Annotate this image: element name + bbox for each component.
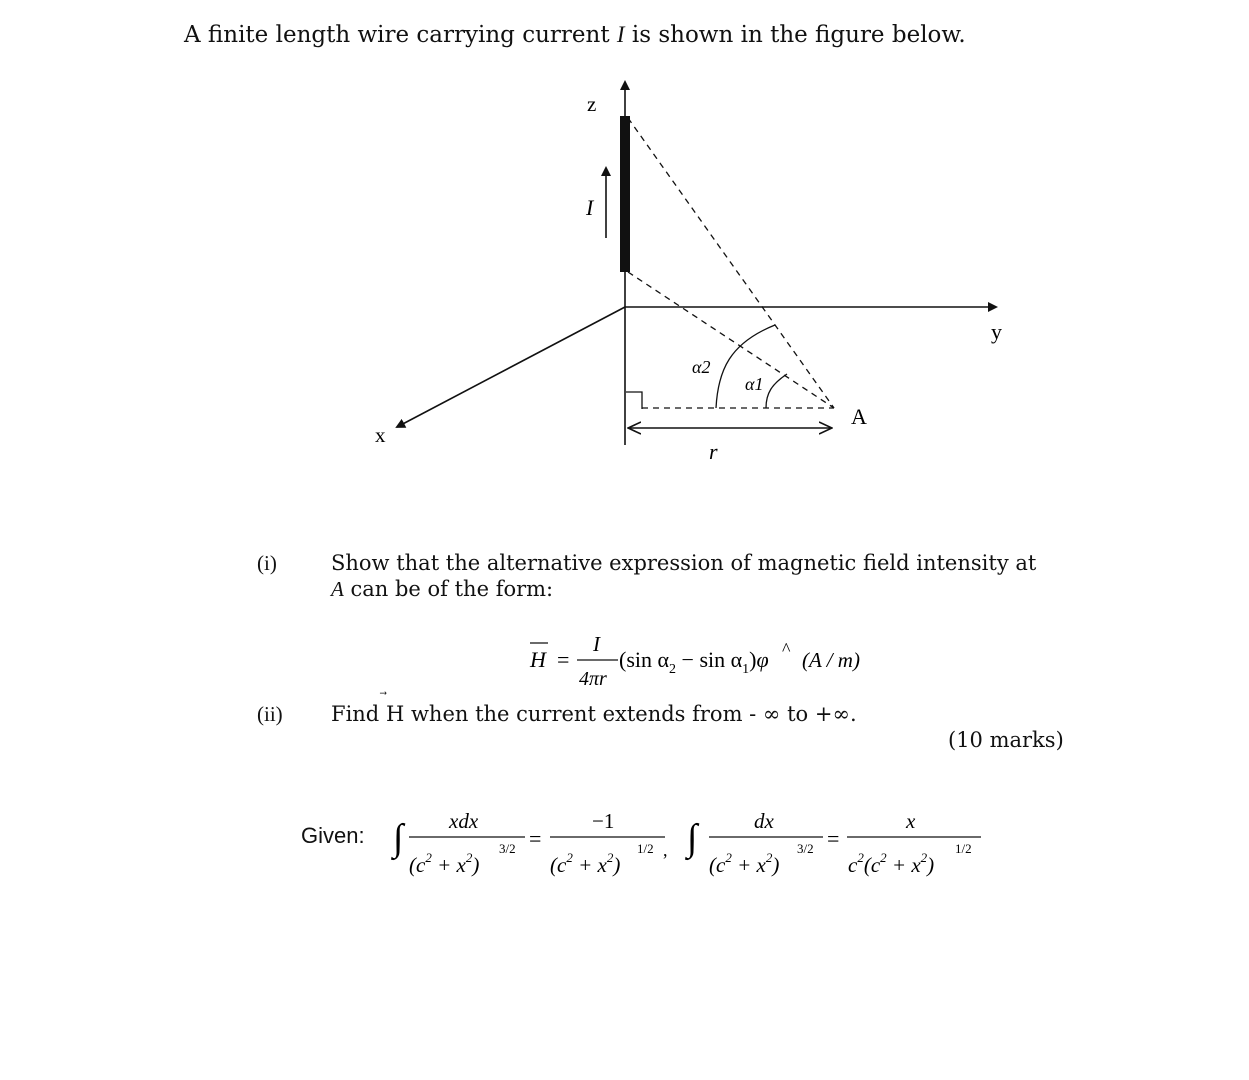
formula-sub2: 2	[669, 662, 677, 677]
integral-1-exponent: 3/2	[499, 841, 516, 856]
question-1-line1: Show that the alternative expression of magnetic field intensity at	[331, 551, 1037, 575]
given-integrals	[385, 800, 995, 890]
integral-2-exponent: 3/2	[797, 841, 814, 856]
dashed-line-top	[628, 118, 834, 408]
label-distance-r: r	[709, 439, 718, 464]
marks-label: (10 marks)	[948, 728, 1064, 752]
question-2-after: when the current extends from - ∞ to +∞.	[404, 702, 857, 726]
question-1-point-var: A	[331, 577, 344, 601]
formula-equals: =	[557, 647, 570, 672]
result-2-numerator: x	[906, 809, 916, 833]
formula-minus: − sin α	[676, 647, 743, 672]
dashed-line-bottom	[628, 272, 834, 408]
question-1-label: (i)	[257, 551, 277, 575]
result-2-exponent: 1/2	[955, 841, 972, 856]
result-1-exponent: 1/2	[637, 841, 654, 856]
question-1-line2	[331, 577, 553, 602]
label-y-axis: y	[991, 319, 1002, 344]
formula-lhs: H	[530, 647, 546, 672]
label-point-a: A	[851, 404, 867, 429]
integral-1-denominator: $(c^2 + x^2)$	[409, 850, 480, 877]
result-2-denominator: $c^2(c^2 + x^2)$	[848, 850, 935, 877]
label-x-axis: x	[375, 423, 386, 447]
integral-1-numerator: xdx	[449, 809, 479, 833]
integral-2-denominator: $(c^2 + x^2)$	[709, 850, 780, 877]
x-axis	[397, 307, 625, 427]
intro-before: A finite length wire carrying current	[184, 22, 617, 48]
formula-sub1: 1	[742, 662, 750, 677]
wire-figure	[0, 0, 1249, 500]
field-formula	[520, 625, 880, 695]
question-2-text	[331, 702, 857, 726]
intro-current-var: I	[616, 22, 625, 47]
question-2-vec-h: H	[385, 702, 405, 726]
question-1-line2-rest: can be of the form:	[343, 577, 554, 601]
integral-2-numerator: dx	[754, 809, 774, 833]
question-2-before: Find	[331, 702, 386, 726]
label-alpha2: α2	[692, 357, 711, 377]
formula-phi: φ	[756, 647, 769, 672]
given-comma: ,	[663, 840, 668, 860]
formula-body	[619, 647, 769, 677]
label-z-axis: z	[587, 92, 597, 116]
result-1-numerator: −1	[592, 809, 615, 833]
label-current: I	[586, 195, 594, 220]
formula-denominator: 4πr	[579, 668, 607, 690]
formula-numerator: I	[593, 632, 600, 656]
question-2-label: (ii)	[257, 702, 283, 726]
label-alpha1: α1	[745, 374, 764, 394]
given-label: Given:	[301, 823, 365, 848]
integral-sign-1: ∫	[393, 817, 404, 859]
angle-arc-alpha2	[716, 325, 775, 408]
right-angle-marker	[626, 392, 642, 409]
result-1-denominator: $(c^2 + x^2)$	[550, 850, 621, 877]
intro-after: is shown in the figure below.	[624, 22, 966, 48]
formula-units: (A / m)	[802, 648, 860, 672]
formula-phi-hat: ^	[782, 639, 791, 659]
angle-arc-alpha1	[766, 374, 787, 408]
formula-body-open: (sin α	[619, 647, 670, 672]
formula-close: )	[749, 647, 757, 672]
equals-2: =	[827, 826, 840, 851]
integral-sign-2: ∫	[687, 817, 698, 859]
equals-1: =	[529, 826, 542, 851]
wire-segment	[620, 116, 630, 272]
